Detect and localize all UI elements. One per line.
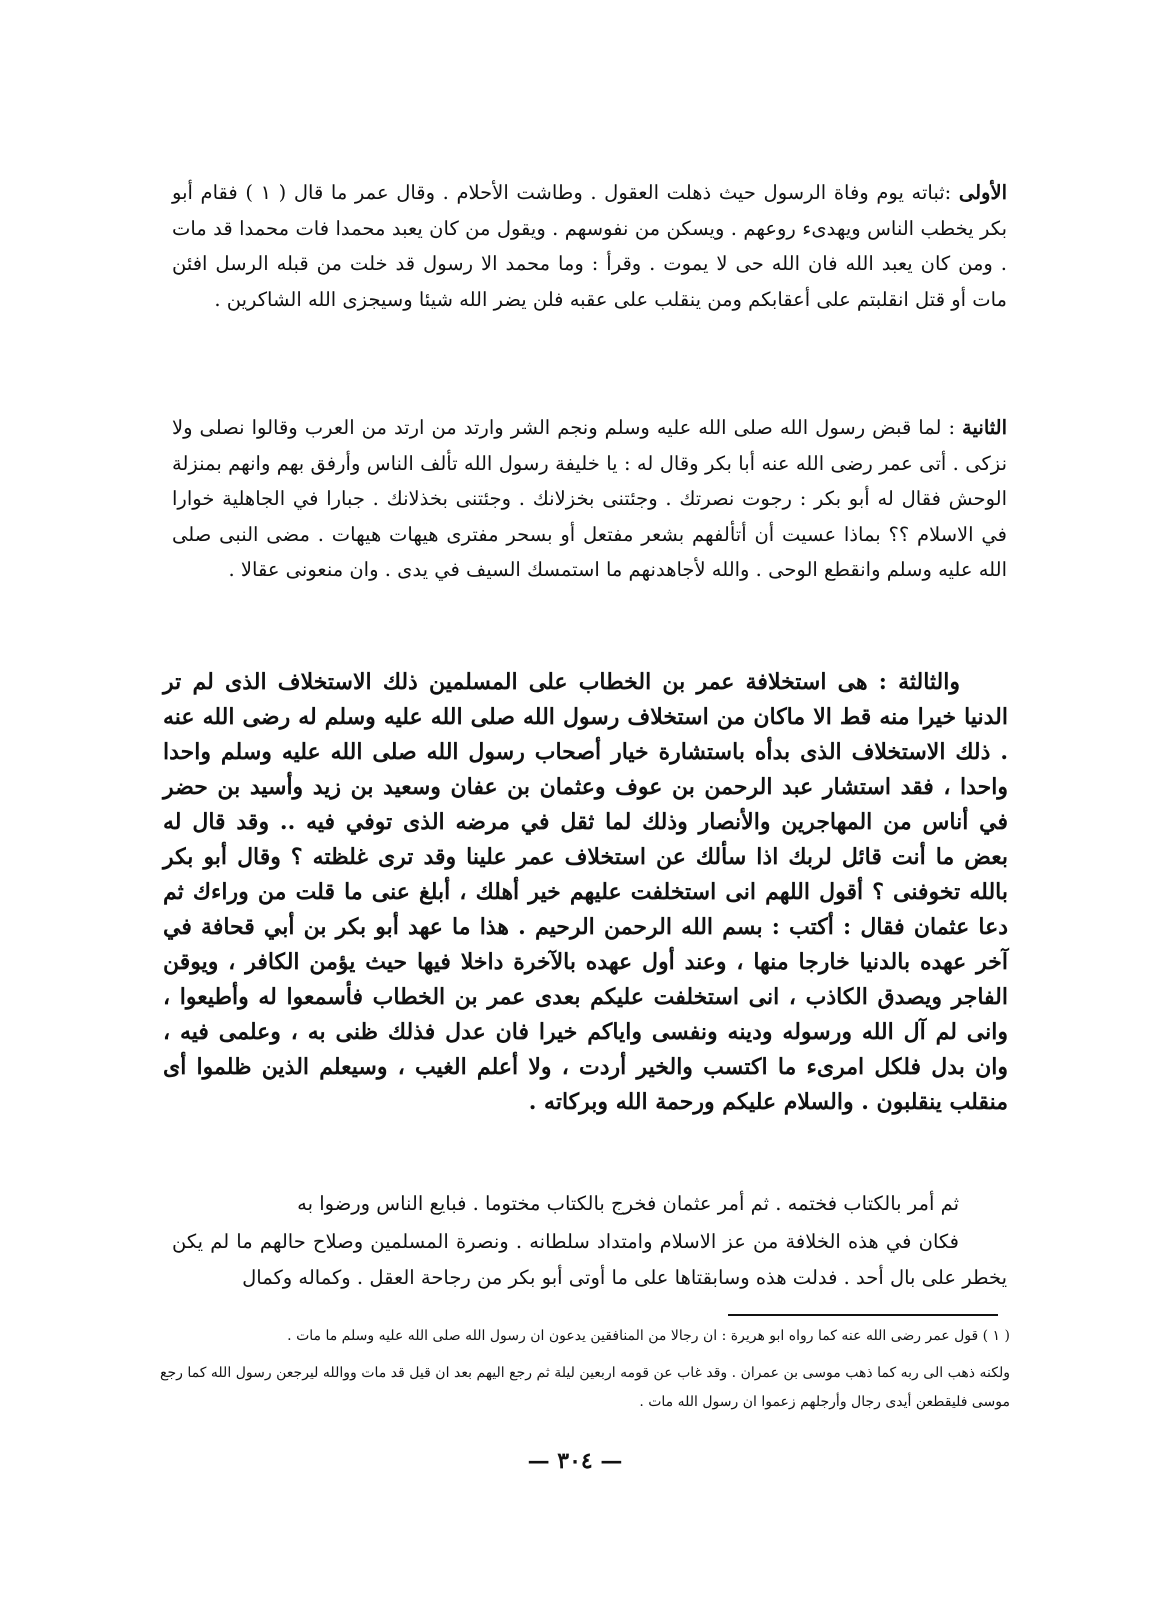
paragraph-second-text: : لما قبض رسول الله صلى الله عليه وسلم ونجم الشر وارتد من ارتد من العرب وقالوا نصلى ولا نزكى . أتى عمر رضى الله عنه أبا بكر وقال له : يا خليفة رسول الله تألف الناس وأرفق بهم وانهم بمنزلة الوحش فقال له أبو بكر : رجوت نصرتك . وجئتنى بخزلانك . وجئتنى بخذلانك . جبارا في الجاهلية خوارا في الاسلام ؟؟ بماذا عسيت أن أتألفهم بشعر مفتعل أو بسحر مفترى هيهات هيهات . مضى النبى صلى الله عليه وسلم وانقطع الوحى . والله لأجاهدنهم ما استمسك السيف في يدى . وان منعونى عقالا . <box>172 416 1007 581</box>
footnote-1: ( ١ ) قول عمر رضى الله عنه كما رواه ابو هريرة : ان رجالا من المنافقين يدعون ان رسول الله صلى الله عليه وسلم ما مات . <box>287 1328 1010 1344</box>
paragraph-third-bold: والثالثة : هى استخلافة عمر بن الخطاب على المسلمين ذلك الاستخلاف الذى لم تر الدنيا خيرا منه قط الا ماكان من استخلاف رسول الله صلى الله عليه وسلم له رضى الله عنه . ذلك الاستخلاف الذى بدأه باستشارة خيار أصحاب رسول الله صلى الله عليه وسلم واحدا واحدا ، فقد استشار عبد الرحمن بن عوف وعثمان بن عفان وسعيد بن زيد وأسيد بن حضر في أناس من المهاجرين والأنصار وذلك لما ثقل في مرضه الذى توفي فيه .. وقد قال له بعض ما أنت قائل لربك اذا سألك عن استخلاف عمر علينا وقد ترى غلظته ؟ وقال أبو بكر بالله تخوفنى ؟ أقول اللهم انى استخلفت عليهم خير أهلك ، أبلغ عنى ما قلت من وراءك ثم دعا عثمان فقال : أكتب : بسم الله الرحمن الرحيم . هذا ما عهد أبو بكر بن أبي قحافة في آخر عهده بالدنيا خارجا منها ، وعند أول عهده بالآخرة داخلا فيها حيث يؤمن الكافر ، ويوقن الفاجر ويصدق الكاذب ، انى استخلفت عليكم بعدى عمر بن الخطاب فأسمعوا له وأطيعوا ، وانى لم آل الله ورسوله ودينه ونفسى واياكم خيرا فان عدل فذلك ظنى به ، وعلمى فيه ، وان بدل فلكل امرىء ما اكتسب والخير أردت ، ولا أعلم الغيب ، وسيعلم الذين ظلموا أى منقلب ينقلبون . والسلام عليكم ورحمة الله وبركاته . <box>163 669 1008 1115</box>
paragraph-first-text: :ثباته يوم وفاة الرسول حيث ذهلت العقول . وطاشت الأحلام . وقال عمر ما قال ( ١ ) فقام أبو بكر يخطب الناس ويهدىء روعهم . ويسكن من نفوسهم . ويقول من كان يعبد محمدا فات محمدا قد مات . ومن كان يعبد الله فان الله حى لا يموت . وقرأ : وما محمد الا رسول قد خلت من قبله الرسل افئن مات أو قتل انقلبتم على أعقابكم ومن ينقلب على عقبه فلن يضر الله شيئا وسيجزى الله الشاكرين . <box>172 181 1007 311</box>
footnote-separator <box>728 1314 998 1316</box>
paragraph-fourth: ثم أمر بالكتاب فختمه . ثم أمر عثمان فخرج بالكتاب مختوما . فبايع الناس ورضوا به <box>297 1192 959 1215</box>
page-number: — ٣٠٤ — <box>527 1448 623 1474</box>
paragraph-second-lead: الثانية <box>962 416 1007 439</box>
paragraph-fifth: فكان في هذه الخلافة من عز الاسلام وامتداد سلطانه . ونصرة المسلمين وصلاح حالهم ما لم يكن يخطر على بال أحد . فدلت هذه وسابقتاها على ما أوتى أبو بكر من رجاحة العقل . وكماله وكمال <box>172 1230 1007 1289</box>
paragraph-first <box>172 175 1007 317</box>
paragraph-second <box>172 410 1007 588</box>
footnote-1-continued: ولكنه ذهب الى ربه كما ذهب موسى بن عمران . وقد غاب عن قومه اربعين ليلة ثم رجع اليهم بعد ان قيل قد مات ووالله ليرجعن رسول الله كما رجع موسى فليقطعن أيدى رجال وأرجلهم زعموا ان رسول الله مات . <box>160 1365 1010 1410</box>
paragraph-first-lead: الأولى <box>958 181 1007 204</box>
